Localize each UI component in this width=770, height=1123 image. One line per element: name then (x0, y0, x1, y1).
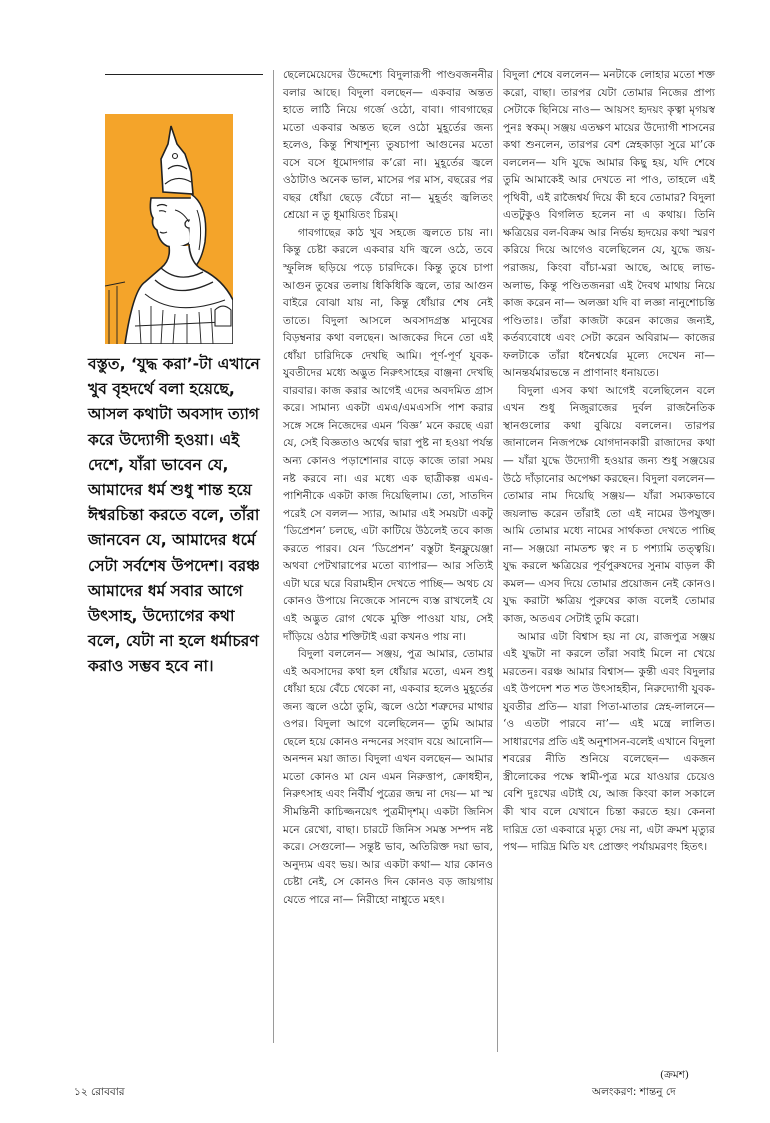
article-column-1 (283, 66, 493, 908)
article-column-2 (503, 66, 715, 856)
paragraph: বিদুলা এসব কথা আগেই বলেছিলেন বলে এখন শুধু নিজুরাজের দুর্বল রাজনৈতিক স্থানগুলোর কথা বুঝিয়ে বললেন। তারপর জানালেন নিজপক্ষে যোগদানকারী রাজাদের কথা— যাঁরা যুদ্ধে উদ্যোগী হওয়ার জন্য শুধু সঞ্জয়ের উঠে দাঁড়ানোর অপেক্ষা করছেন। বিদুলা বললেন— তোমার নাম দিয়েছি সঞ্জয়— যাঁরা সম্যকভাবে জয়লাভ করেন তাঁরাই তো এই নামের উপযুক্ত। আমি তোমার মধ্যে নামের সার্থকতা দেখতে পাচ্ছি না— সঞ্জয়ো নামতশ্চ ত্বং ন চ পশ্যামি তত্ত্বয়ি। যুদ্ধ করলে ক্ষত্রিয়ের পূর্বপুরুষদের সুনাম বাড়ল কী কমল— এসব দিয়ে তোমার প্রয়োজন নেই কোনও। যুদ্ধ করাটা ক্ষত্রিয় পুরুষের কাজ বলেই তোমার কাজ, অতএব সেটাই তুমি করো। (503, 383, 715, 625)
paragraph: গাবগাছের কাঠ খুব সহজে জ্বলতে চায় না। কিন্তু চেষ্টা করলে একবার যদি জ্বলে ওঠে, তবে স্ফুলিঙ্গ ছড়িয়ে পড়ে চারদিকে। কিন্তু তুষে চাপা আগুন তুষের তলায় ধিকিধিকি জ্বলে, তার আগুন বাইরে বোঝা যায় না, কিন্তু ধোঁয়ার শেষ নেই তাতে। বিদুলা আসলে অবসাদগ্রস্ত মানুষের বিড়ম্বনার কথা বলছেন। আজকের দিনে তো এই ধোঁয়া চারিদিকে দেখছি আমি। পূর্ণ-পূর্ণ যুবক-যুবতীদের মধ্যে অদ্ভুত নিরুৎসাহের বাঞ্জনা দেখছি বারবার। কাজ করার আগেই এদের অবদমিত গ্রাস করে। সামান্য একটা এমএ/এমএসসি পাশ করার সঙ্গে সঙ্গে নিজেদের এমন ‘বিজ্ঞ’ মনে করছে এরা যে, সেই বিজ্ঞতাও অর্থের দ্বারা পুষ্ট না হওয়া পর্যন্ত অন্য কোনও পড়াশোনার বাড়ে কাজে তারা সময় নষ্ট করবে না। এর মধ্যে এক ছাত্রীকল্প এমএ-পাশিনীকে একটা কাজ দিয়েছিলাম। তো, সাতদিন পরেই সে বলল— স্যার, আমার এই সময়টা একটু ‘ডিপ্রেশন’ চলছে, এটা কাটিয়ে উঠলেই তবে কাজ করতে পারব। যেন ‘ডিপ্রেশন’ বস্তুটা ইনফ্লুয়েঞ্জা অথবা পেটখারাপের মতো ব্যাপার— আর সত্যিই এটা ঘরে ঘরে বিরামহীন দেখতে পাচ্ছি— অথচ যে কোনও উপায়ে নিজেকে সানন্দে ব্যস্ত রাখলেই যে এই অদ্ভুত রোগ থেকে মুক্তি পাওয়া যায়, সেই দাঁড়িয়ে ওঠার শক্তিটাই এরা কখনও পায় না। (283, 225, 493, 643)
column-divider (497, 70, 498, 1052)
paragraph: বিদুলা বললেন— সঞ্জয়, পুত্র আমার, তোমার এই অবসাদের কথা হল ধোঁয়ার মতো, এমন শুধু ধোঁয়া হয়ে বেঁচে থেকো না, একবার হলেও মুহূর্তের জন্য জ্বলে ওঠো তুমি, জ্বলে ওঠো শত্রুদের মাথার ওপর। বিদুলা আগে বলেছিলেন— তুমি আমার ছেলে হয়ে কোনও নন্দনের সংবাদ বয়ে আনোনি— অনন্দন ময়া জাত। বিদুলা এখন বলছেন— আমার মতো কোনও মা যেন এমন নিরুত্তাপ, ক্রোধহীন, নিরুৎসাহ এবং নির্বীর্য পুত্রের জন্ম না দেয়— মা স্ম সীমন্তিনী কাচিজ্জনয়েৎ পুত্রমীদৃশম্। একটা জিনিস মনে রেখো, বাছা। চারটে জিনিস সমস্ত সম্পদ নষ্ট করে। সেগুলো— সন্তুষ্ট ভাব, অতিরিক্ত দয়া ভাব, অনুদ্যম এবং ভয়। আর একটা কথা— যার কোনও চেষ্টা নেই, সে কোনও দিন কোনও বড় জায়গায় যেতে পারে না— নিরীহো নাশ্নুতে মহৎ। (283, 647, 493, 906)
illustration-credit: অলংকরণ: শান্তনু দে (592, 1086, 676, 1098)
page-footer (74, 1085, 125, 1102)
pull-quote: বস্তুত, ‘যুদ্ধ করা’-টা এখানে খুব বৃহদর্থে বলা হয়েছে, আসল কথাটা অবসাদ ত্যাগ করে উদ্যোগী হওয়া। এই দেশে, যাঁরা ভাবেন যে, আমাদের ধর্ম শুধু শান্ত হয়ে ঈশ্বরচিন্তা করতে বলে, তাঁরা জানবেন যে, আমাদের ধর্মে সেটা সর্বশেষ উপদেশ। বরঞ্চ আমাদের ধর্ম সবার আগে উৎসাহ, উদ্যোগের কথা বলে, যেটা না হলে ধর্মাচরণ করাও সম্ভব হবে না। (88, 355, 260, 676)
paragraph: আমার এটা বিশ্বাস হয় না যে, রাজপুত্র সঞ্জয় এই যুদ্ধটা না করলে তাঁরা সবাই মিলে না খেয়ে মরতেন। বরঞ্চ আমার বিশ্বাস— কুন্তী এবং বিদুলার এই উপদেশ শত শত উৎসাহহীন, নিরুদ্যোগী যুবক-যুবতীর প্রতি— যারা পিতা-মাতার স্নেহ-লালনে— ‘ও এতটা পারবে না’— এই মন্ত্রে লালিত। সাধারণের প্রতি এই অনুশাসন-বলেই এখানে বিদুলা শবরের নীতি শুনিয়ে বলেছেন— একজন স্ত্রীলোকের পক্ষে স্বামী-পুত্র মরে যাওয়ার চেয়েও বেশি দুঃখের এটাই যে, আজ কিংবা কাল সকালে কী খাব বলে যেখানে চিন্তা করতে হয়। কেননা দারিদ্র তো একবারে মৃত্যু দেয় না, এটা ক্রমশ মৃত্যুর পথ— দারিদ্র মিতি যৎ প্রোক্তং পর্যায়মরণং হিতৎ। (503, 629, 715, 854)
top-rule (105, 74, 263, 75)
page-number: ১২ (74, 1086, 88, 1098)
section-name: রোববার (90, 1086, 125, 1098)
column-divider (273, 70, 274, 1043)
paragraph: বিদুলা শেষে বললেন— মনটাকে লোহার মতো শক্ত করো, বাছা। তারপর যেটা তোমার নিজের প্রাপ্য সেটাকে ছিনিয়ে নাও— আয়সং হৃদয়ং কৃত্বা মৃগয়স্ব পুনঃ স্বকম্। সঞ্জয় এতক্ষণ মায়ের উদ্যোগী শাসনের কথা শুনলেন, তারপর বেশ স্নেহকাড়া সুরে মা’কে বললেন— যদি যুদ্ধে আমার কিছু হয়, যদি শেষে তুমি আমাকেই আর দেখতে না পাও, তাহলে এই পৃথিবী, এই রাজৈশ্বর্য দিয়ে কী হবে তোমার? বিদুলা এতটুকুও বিগলিত হলেন না এ কথায়। তিনি ক্ষত্রিয়ের বল-বিক্রম আর নির্ভয় হৃদয়ের কথা স্মরণ করিয়ে দিয়ে আগেও বলেছিলেন যে, যুদ্ধে জয়-পরাজয়, কিংবা বাঁচা-মরা আছে, আছে লাভ-অলাভ, কিন্তু পণ্ডিতজনরা এই দৈবথ মাথায় নিয়ে কাজ করেন না— অলজ্ঞা যদি বা লজ্ঞা নানুশোচন্তি পণ্ডিতাঃ। তাঁরা কাজটা করেন কাজের জন্যই, কর্তব্যবোধে এবং সেটা করেন অবিরাম— কাজের ফলটাকে তাঁরা ধনৈশ্বর্যের মূল্যে দেখেন না— আনন্তর্যমারভন্তে ন প্রাণানাং ধনায়তে। (503, 68, 715, 380)
continued-label: (ক্রমশ) (660, 1069, 690, 1081)
illustration (105, 114, 233, 344)
paragraph: ছেলেমেয়েদের উদ্দেশ্যে বিদুলারূপী পাণ্ডবজননীর বলার আছে। বিদুলা বলছেন— একবার অন্তত হাতে লাঠি নিয়ে গর্জে ওঠো, বাবা। গাবগাছের মতো একবার অন্তত ছলে ওঠো মুহূর্তের জন্য হলেও, কিন্তু শিখাশূন্য তুষচাপা আগুনের মতো বসে বসে ধূমোদগার ক’রো না। মুহূর্তের জ্বলে ওঠাটাও অনেক ভাল, মাসের পর মাস, বছরের পর বছর ধোঁয়া ছেড়ে বেঁচো না— মুহূর্তং জ্বলিতং শ্রেয়ো ন তু ধূমায়িতং চিরম্। (283, 68, 493, 222)
woman-portrait-icon (105, 114, 233, 344)
